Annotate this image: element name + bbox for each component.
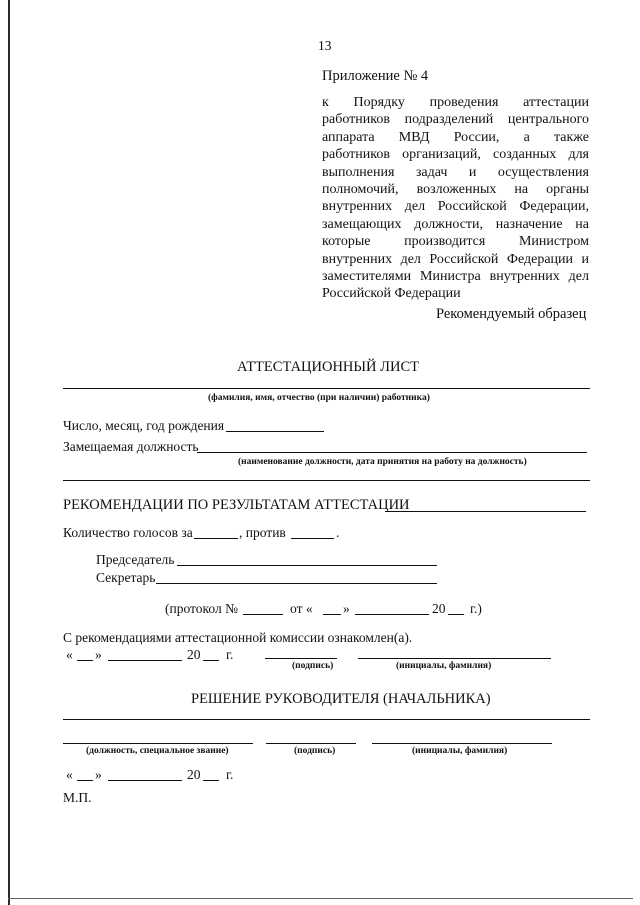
appendix-line: замещающих должности, назначение на bbox=[322, 216, 589, 232]
position-label: Замещаемая должность bbox=[63, 439, 199, 454]
appendix-line: Российской Федерации bbox=[322, 286, 461, 302]
secretary-line[interactable] bbox=[156, 583, 437, 584]
decision-line[interactable] bbox=[63, 719, 590, 720]
appendix-line: полномочий, возложенных на органы bbox=[322, 182, 589, 198]
appendix-line: внутренних дел Российской Федерации и bbox=[322, 251, 589, 267]
date-year-line[interactable] bbox=[203, 660, 219, 661]
position-line-2[interactable] bbox=[63, 480, 590, 481]
protocol-year-line[interactable] bbox=[448, 614, 464, 615]
sample-label: Рекомендуемый образец bbox=[436, 306, 587, 322]
recommendations-line[interactable] bbox=[385, 511, 586, 512]
signature-line[interactable] bbox=[265, 658, 337, 659]
decision-date-suffix: г. bbox=[226, 767, 234, 782]
votes-against-line[interactable] bbox=[291, 538, 334, 539]
appendix-title: Приложение № 4 bbox=[322, 68, 429, 84]
decision-date-year: 20 bbox=[187, 767, 201, 782]
acquainted-label: С рекомендациями аттестационной комиссии ознакомлен(а). bbox=[63, 630, 413, 645]
date-open-quote: « bbox=[66, 647, 73, 662]
protocol-quote-close: » bbox=[343, 601, 350, 616]
protocol-number-line[interactable] bbox=[243, 614, 283, 615]
decision-date-month-line[interactable] bbox=[108, 780, 182, 781]
scan-left-border bbox=[8, 0, 10, 905]
protocol-month-line[interactable] bbox=[355, 614, 429, 615]
decision-date-day-line[interactable] bbox=[77, 780, 93, 781]
appendix-line: работников организаций, созданных для bbox=[322, 147, 589, 163]
appendix-line: аппарата МВД России, а также bbox=[322, 129, 589, 145]
votes-against-label: , против bbox=[239, 525, 286, 540]
decision-date-close-quote: » bbox=[95, 767, 102, 782]
protocol-year: 20 bbox=[432, 601, 446, 616]
date-year: 20 bbox=[187, 647, 201, 662]
stamp-label: М.П. bbox=[63, 790, 92, 805]
date-close-quote: » bbox=[95, 647, 102, 662]
birth-date-line[interactable] bbox=[226, 431, 324, 432]
date-day-line[interactable] bbox=[77, 660, 93, 661]
form-title: АТТЕСТАЦИОННЫЙ ЛИСТ bbox=[237, 359, 419, 375]
protocol-close: г.) bbox=[470, 601, 482, 616]
protocol-open: (протокол № bbox=[165, 601, 238, 616]
recommendations-heading: РЕКОМЕНДАЦИИ ПО РЕЗУЛЬТАТАМ АТТЕСТАЦИИ bbox=[63, 497, 410, 513]
position-caption: (наименование должности, дата принятия на работу на должность) bbox=[238, 457, 527, 467]
decision-initials-line[interactable] bbox=[372, 743, 552, 744]
appendix-line: работников подразделений центрального bbox=[322, 112, 589, 128]
position-rank-line[interactable] bbox=[63, 743, 253, 744]
chairman-label: Председатель bbox=[96, 552, 175, 567]
scan-bottom-border bbox=[8, 898, 633, 899]
appendix-line: заместителями Министра внутренних дел bbox=[322, 269, 589, 285]
fio-line[interactable] bbox=[63, 388, 590, 389]
decision-date-year-line[interactable] bbox=[203, 780, 219, 781]
votes-for-label: Количество голосов за bbox=[63, 525, 193, 540]
secretary-label: Секретарь bbox=[96, 570, 156, 585]
chairman-line[interactable] bbox=[177, 565, 437, 566]
decision-heading: РЕШЕНИЕ РУКОВОДИТЕЛЯ (НАЧАЛЬНИКА) bbox=[191, 691, 491, 707]
birth-date-label: Число, месяц, год рождения bbox=[63, 418, 225, 433]
date-suffix: г. bbox=[226, 647, 234, 662]
decision-signature-caption: (подпись) bbox=[294, 746, 336, 756]
decision-initials-caption: (инициалы, фамилия) bbox=[412, 746, 508, 756]
appendix-line: внутренних дел Российской Федерации, bbox=[322, 199, 589, 215]
appendix-text bbox=[322, 94, 589, 303]
appendix-line: к Порядку проведения аттестации bbox=[322, 95, 589, 110]
page-number: 13 bbox=[318, 38, 332, 53]
position-rank-caption: (должность, специальное звание) bbox=[86, 746, 229, 756]
fio-caption: (фамилия, имя, отчество (при наличии) работника) bbox=[208, 393, 430, 403]
appendix-line: которые производится Министром bbox=[322, 234, 589, 250]
votes-end: . bbox=[336, 525, 340, 540]
protocol-day-line[interactable] bbox=[323, 614, 341, 615]
position-line[interactable] bbox=[197, 452, 587, 453]
votes-for-line[interactable] bbox=[194, 538, 238, 539]
decision-date-open-quote: « bbox=[66, 767, 73, 782]
initials-caption: (инициалы, фамилия) bbox=[396, 661, 492, 671]
signature-caption: (подпись) bbox=[292, 661, 334, 671]
protocol-from: от « bbox=[290, 601, 313, 616]
date-month-line[interactable] bbox=[108, 660, 182, 661]
appendix-line: выполнения задач и осуществления bbox=[322, 164, 589, 180]
initials-line[interactable] bbox=[358, 658, 551, 659]
decision-signature-line[interactable] bbox=[266, 743, 356, 744]
